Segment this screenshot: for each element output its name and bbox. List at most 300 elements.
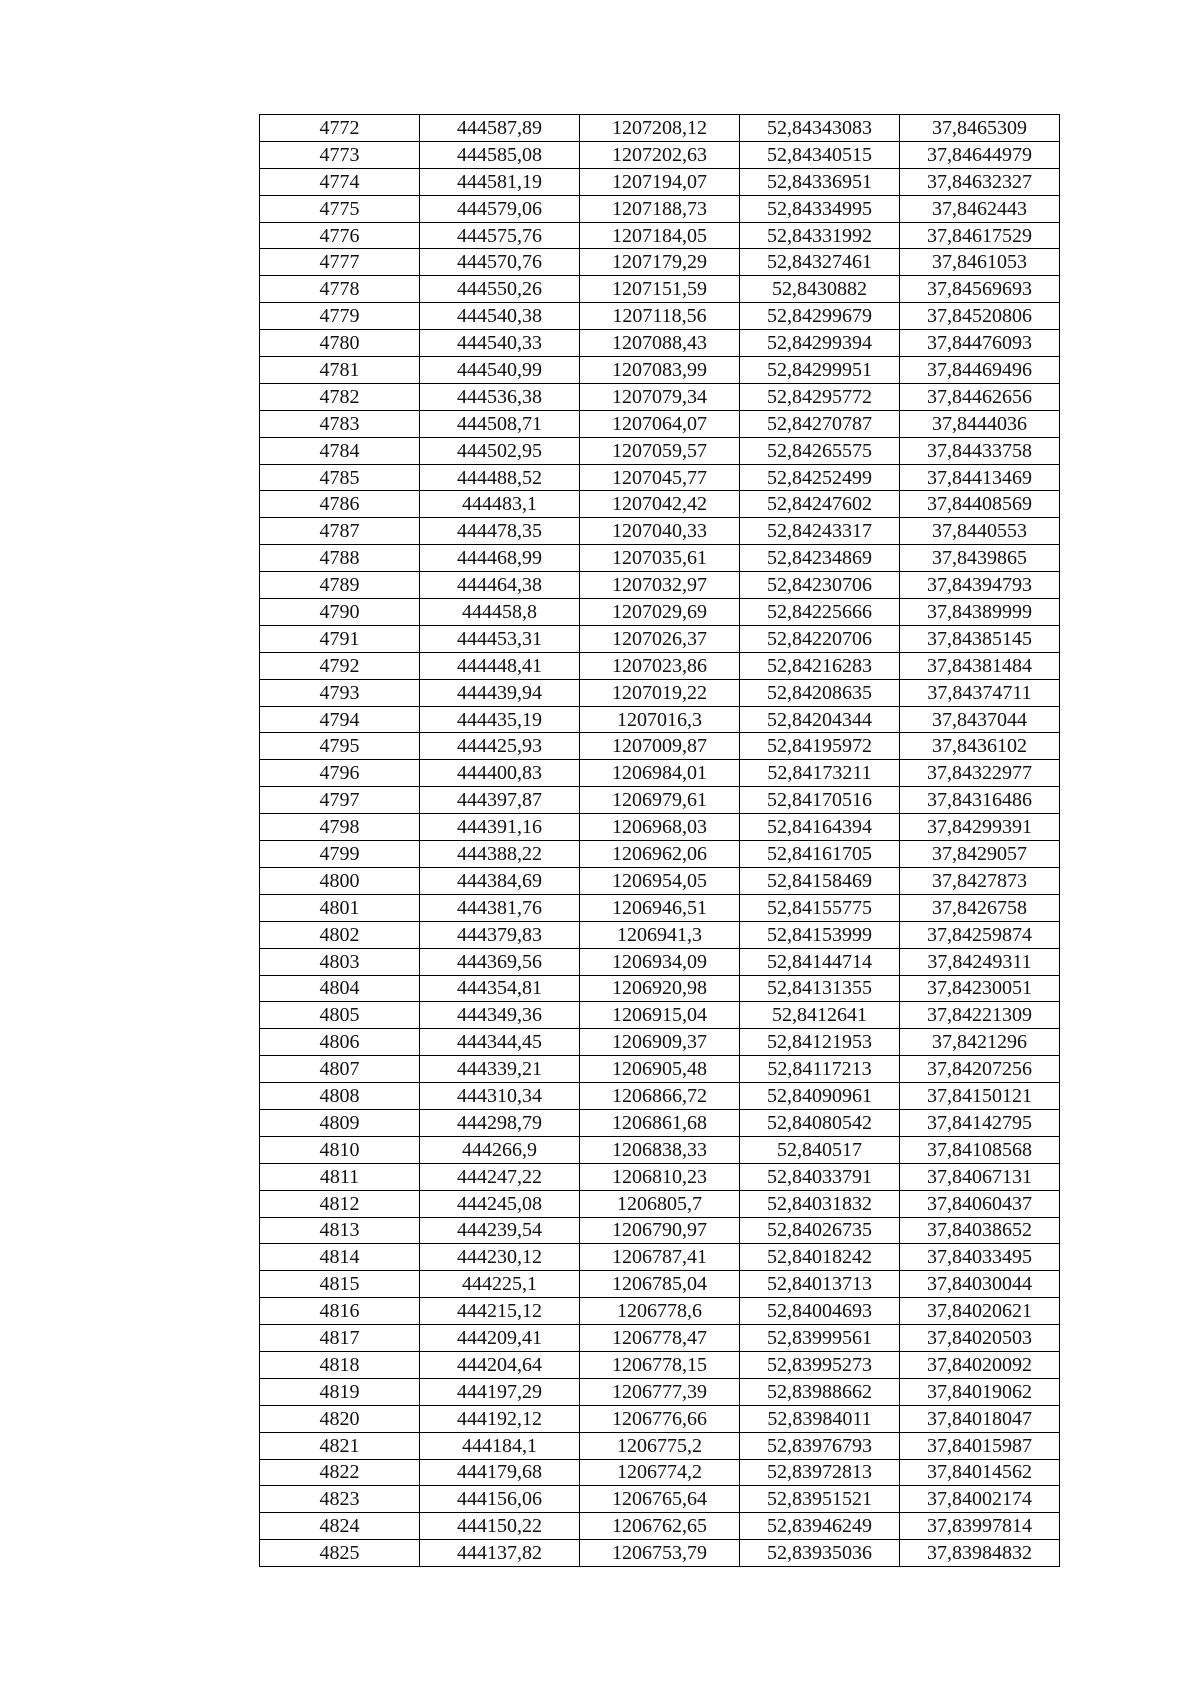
point-number-cell: 4810: [260, 1136, 420, 1163]
longitude-cell: 37,8465309: [900, 115, 1060, 142]
latitude-cell: 52,8430882: [740, 276, 900, 303]
longitude-cell: 37,84322977: [900, 760, 1060, 787]
latitude-cell: 52,84031832: [740, 1190, 900, 1217]
longitude-cell: 37,8439865: [900, 545, 1060, 572]
y-coordinate-cell: 1207040,33: [580, 518, 740, 545]
x-coordinate-cell: 444150,22: [420, 1513, 580, 1540]
longitude-cell: 37,84389999: [900, 599, 1060, 626]
y-coordinate-cell: 1206941,3: [580, 921, 740, 948]
point-number-cell: 4793: [260, 679, 420, 706]
table-row: [260, 652, 1060, 679]
longitude-cell: 37,84150121: [900, 1083, 1060, 1110]
point-number-cell: 4809: [260, 1109, 420, 1136]
point-number-cell: 4818: [260, 1351, 420, 1378]
point-number-cell: 4824: [260, 1513, 420, 1540]
table-row: [260, 330, 1060, 357]
longitude-cell: 37,84413469: [900, 464, 1060, 491]
table-row: [260, 491, 1060, 518]
latitude-cell: 52,84155775: [740, 894, 900, 921]
table-row: [260, 975, 1060, 1002]
point-number-cell: 4773: [260, 141, 420, 168]
x-coordinate-cell: 444540,99: [420, 357, 580, 384]
table-row: [260, 1029, 1060, 1056]
point-number-cell: 4794: [260, 706, 420, 733]
point-number-cell: 4801: [260, 894, 420, 921]
latitude-cell: 52,84220706: [740, 625, 900, 652]
table-row: [260, 679, 1060, 706]
x-coordinate-cell: 444478,35: [420, 518, 580, 545]
x-coordinate-cell: 444197,29: [420, 1378, 580, 1405]
point-number-cell: 4822: [260, 1459, 420, 1486]
point-number-cell: 4808: [260, 1083, 420, 1110]
latitude-cell: 52,840517: [740, 1136, 900, 1163]
table-row: [260, 1271, 1060, 1298]
x-coordinate-cell: 444488,52: [420, 464, 580, 491]
y-coordinate-cell: 1206920,98: [580, 975, 740, 1002]
table-row: [260, 706, 1060, 733]
y-coordinate-cell: 1206909,37: [580, 1029, 740, 1056]
y-coordinate-cell: 1207009,87: [580, 733, 740, 760]
table-row: [260, 410, 1060, 437]
point-number-cell: 4803: [260, 948, 420, 975]
latitude-cell: 52,84195972: [740, 733, 900, 760]
latitude-cell: 52,84173211: [740, 760, 900, 787]
y-coordinate-cell: 1207179,29: [580, 249, 740, 276]
point-number-cell: 4806: [260, 1029, 420, 1056]
longitude-cell: 37,84030044: [900, 1271, 1060, 1298]
y-coordinate-cell: 1207019,22: [580, 679, 740, 706]
longitude-cell: 37,84520806: [900, 303, 1060, 330]
latitude-cell: 52,83976793: [740, 1432, 900, 1459]
latitude-cell: 52,84343083: [740, 115, 900, 142]
y-coordinate-cell: 1206934,09: [580, 948, 740, 975]
latitude-cell: 52,83951521: [740, 1486, 900, 1513]
table-row: [260, 1459, 1060, 1486]
table-row: [260, 760, 1060, 787]
table-row: [260, 249, 1060, 276]
x-coordinate-cell: 444209,41: [420, 1325, 580, 1352]
x-coordinate-cell: 444354,81: [420, 975, 580, 1002]
point-number-cell: 4792: [260, 652, 420, 679]
latitude-cell: 52,84295772: [740, 383, 900, 410]
latitude-cell: 52,84270787: [740, 410, 900, 437]
latitude-cell: 52,84336951: [740, 168, 900, 195]
y-coordinate-cell: 1206810,23: [580, 1163, 740, 1190]
y-coordinate-cell: 1207151,59: [580, 276, 740, 303]
latitude-cell: 52,84204344: [740, 706, 900, 733]
table-row: [260, 841, 1060, 868]
table-row: [260, 814, 1060, 841]
latitude-cell: 52,84216283: [740, 652, 900, 679]
x-coordinate-cell: 444435,19: [420, 706, 580, 733]
latitude-cell: 52,84080542: [740, 1109, 900, 1136]
x-coordinate-cell: 444298,79: [420, 1109, 580, 1136]
y-coordinate-cell: 1206762,65: [580, 1513, 740, 1540]
longitude-cell: 37,84644979: [900, 141, 1060, 168]
table-row: [260, 141, 1060, 168]
table-row: [260, 195, 1060, 222]
y-coordinate-cell: 1206778,47: [580, 1325, 740, 1352]
table-row: [260, 948, 1060, 975]
latitude-cell: 52,84299394: [740, 330, 900, 357]
point-number-cell: 4777: [260, 249, 420, 276]
x-coordinate-cell: 444587,89: [420, 115, 580, 142]
longitude-cell: 37,84108568: [900, 1136, 1060, 1163]
point-number-cell: 4816: [260, 1298, 420, 1325]
latitude-cell: 52,84004693: [740, 1298, 900, 1325]
x-coordinate-cell: 444225,1: [420, 1271, 580, 1298]
y-coordinate-cell: 1206984,01: [580, 760, 740, 787]
x-coordinate-cell: 444266,9: [420, 1136, 580, 1163]
x-coordinate-cell: 444344,45: [420, 1029, 580, 1056]
point-number-cell: 4796: [260, 760, 420, 787]
y-coordinate-cell: 1206861,68: [580, 1109, 740, 1136]
y-coordinate-cell: 1207064,07: [580, 410, 740, 437]
y-coordinate-cell: 1206775,2: [580, 1432, 740, 1459]
table-row: [260, 1217, 1060, 1244]
point-number-cell: 4825: [260, 1540, 420, 1567]
y-coordinate-cell: 1207059,57: [580, 437, 740, 464]
table-row: [260, 1109, 1060, 1136]
longitude-cell: 37,84385145: [900, 625, 1060, 652]
x-coordinate-cell: 444239,54: [420, 1217, 580, 1244]
longitude-cell: 37,8421296: [900, 1029, 1060, 1056]
x-coordinate-cell: 444540,38: [420, 303, 580, 330]
point-number-cell: 4812: [260, 1190, 420, 1217]
y-coordinate-cell: 1207026,37: [580, 625, 740, 652]
table-row: [260, 1163, 1060, 1190]
point-number-cell: 4789: [260, 572, 420, 599]
table-row: [260, 222, 1060, 249]
y-coordinate-cell: 1207035,61: [580, 545, 740, 572]
latitude-cell: 52,83995273: [740, 1351, 900, 1378]
x-coordinate-cell: 444184,1: [420, 1432, 580, 1459]
table-row: [260, 115, 1060, 142]
y-coordinate-cell: 1207088,43: [580, 330, 740, 357]
y-coordinate-cell: 1207029,69: [580, 599, 740, 626]
y-coordinate-cell: 1207202,63: [580, 141, 740, 168]
point-number-cell: 4784: [260, 437, 420, 464]
table-row: [260, 1298, 1060, 1325]
longitude-cell: 37,8436102: [900, 733, 1060, 760]
y-coordinate-cell: 1206785,04: [580, 1271, 740, 1298]
latitude-cell: 52,84334995: [740, 195, 900, 222]
point-number-cell: 4797: [260, 787, 420, 814]
x-coordinate-cell: 444245,08: [420, 1190, 580, 1217]
latitude-cell: 52,84327461: [740, 249, 900, 276]
x-coordinate-cell: 444458,8: [420, 599, 580, 626]
longitude-cell: 37,84469496: [900, 357, 1060, 384]
point-number-cell: 4781: [260, 357, 420, 384]
table-row: [260, 625, 1060, 652]
latitude-cell: 52,84121953: [740, 1029, 900, 1056]
longitude-cell: 37,84019062: [900, 1378, 1060, 1405]
longitude-cell: 37,8429057: [900, 841, 1060, 868]
table-row: [260, 1244, 1060, 1271]
latitude-cell: 52,84018242: [740, 1244, 900, 1271]
table-row: [260, 1513, 1060, 1540]
longitude-cell: 37,8437044: [900, 706, 1060, 733]
longitude-cell: 37,84249311: [900, 948, 1060, 975]
y-coordinate-cell: 1207042,42: [580, 491, 740, 518]
point-number-cell: 4798: [260, 814, 420, 841]
x-coordinate-cell: 444502,95: [420, 437, 580, 464]
x-coordinate-cell: 444381,76: [420, 894, 580, 921]
table-row: [260, 1540, 1060, 1567]
latitude-cell: 52,84230706: [740, 572, 900, 599]
latitude-cell: 52,84225666: [740, 599, 900, 626]
y-coordinate-cell: 1206905,48: [580, 1056, 740, 1083]
longitude-cell: 37,8461053: [900, 249, 1060, 276]
y-coordinate-cell: 1206805,7: [580, 1190, 740, 1217]
y-coordinate-cell: 1206778,6: [580, 1298, 740, 1325]
longitude-cell: 37,84433758: [900, 437, 1060, 464]
latitude-cell: 52,84026735: [740, 1217, 900, 1244]
latitude-cell: 52,84247602: [740, 491, 900, 518]
x-coordinate-cell: 444575,76: [420, 222, 580, 249]
y-coordinate-cell: 1207016,3: [580, 706, 740, 733]
y-coordinate-cell: 1206954,05: [580, 867, 740, 894]
y-coordinate-cell: 1207184,05: [580, 222, 740, 249]
table-row: [260, 518, 1060, 545]
table-row: [260, 357, 1060, 384]
longitude-cell: 37,84020503: [900, 1325, 1060, 1352]
y-coordinate-cell: 1207079,34: [580, 383, 740, 410]
table-row: [260, 1056, 1060, 1083]
point-number-cell: 4811: [260, 1163, 420, 1190]
coordinates-table: [259, 114, 1060, 1567]
point-number-cell: 4814: [260, 1244, 420, 1271]
x-coordinate-cell: 444585,08: [420, 141, 580, 168]
longitude-cell: 37,84033495: [900, 1244, 1060, 1271]
x-coordinate-cell: 444215,12: [420, 1298, 580, 1325]
table-row: [260, 383, 1060, 410]
table-row: [260, 867, 1060, 894]
point-number-cell: 4776: [260, 222, 420, 249]
latitude-cell: 52,84161705: [740, 841, 900, 868]
x-coordinate-cell: 444137,82: [420, 1540, 580, 1567]
table-row: [260, 921, 1060, 948]
x-coordinate-cell: 444230,12: [420, 1244, 580, 1271]
longitude-cell: 37,84020092: [900, 1351, 1060, 1378]
table-row: [260, 1432, 1060, 1459]
x-coordinate-cell: 444349,36: [420, 1002, 580, 1029]
point-number-cell: 4783: [260, 410, 420, 437]
y-coordinate-cell: 1206962,06: [580, 841, 740, 868]
longitude-cell: 37,84142795: [900, 1109, 1060, 1136]
latitude-cell: 52,84090961: [740, 1083, 900, 1110]
x-coordinate-cell: 444384,69: [420, 867, 580, 894]
longitude-cell: 37,84060437: [900, 1190, 1060, 1217]
x-coordinate-cell: 444508,71: [420, 410, 580, 437]
point-number-cell: 4820: [260, 1405, 420, 1432]
longitude-cell: 37,84462656: [900, 383, 1060, 410]
longitude-cell: 37,84299391: [900, 814, 1060, 841]
point-number-cell: 4795: [260, 733, 420, 760]
point-number-cell: 4791: [260, 625, 420, 652]
latitude-cell: 52,84243317: [740, 518, 900, 545]
x-coordinate-cell: 444391,16: [420, 814, 580, 841]
latitude-cell: 52,83972813: [740, 1459, 900, 1486]
point-number-cell: 4815: [260, 1271, 420, 1298]
table-row: [260, 1351, 1060, 1378]
longitude-cell: 37,8444036: [900, 410, 1060, 437]
y-coordinate-cell: 1207188,73: [580, 195, 740, 222]
y-coordinate-cell: 1206790,97: [580, 1217, 740, 1244]
point-number-cell: 4807: [260, 1056, 420, 1083]
point-number-cell: 4817: [260, 1325, 420, 1352]
point-number-cell: 4790: [260, 599, 420, 626]
longitude-cell: 37,8426758: [900, 894, 1060, 921]
point-number-cell: 4823: [260, 1486, 420, 1513]
longitude-cell: 37,84259874: [900, 921, 1060, 948]
x-coordinate-cell: 444550,26: [420, 276, 580, 303]
point-number-cell: 4802: [260, 921, 420, 948]
x-coordinate-cell: 444570,76: [420, 249, 580, 276]
table-row: [260, 1190, 1060, 1217]
table-row: [260, 1378, 1060, 1405]
point-number-cell: 4813: [260, 1217, 420, 1244]
longitude-cell: 37,84015987: [900, 1432, 1060, 1459]
x-coordinate-cell: 444369,56: [420, 948, 580, 975]
latitude-cell: 52,84170516: [740, 787, 900, 814]
longitude-cell: 37,84207256: [900, 1056, 1060, 1083]
y-coordinate-cell: 1206787,41: [580, 1244, 740, 1271]
table-row: [260, 787, 1060, 814]
latitude-cell: 52,84013713: [740, 1271, 900, 1298]
y-coordinate-cell: 1206753,79: [580, 1540, 740, 1567]
longitude-cell: 37,84221309: [900, 1002, 1060, 1029]
table-row: [260, 894, 1060, 921]
point-number-cell: 4799: [260, 841, 420, 868]
x-coordinate-cell: 444439,94: [420, 679, 580, 706]
y-coordinate-cell: 1206765,64: [580, 1486, 740, 1513]
latitude-cell: 52,84164394: [740, 814, 900, 841]
x-coordinate-cell: 444468,99: [420, 545, 580, 572]
point-number-cell: 4780: [260, 330, 420, 357]
point-number-cell: 4805: [260, 1002, 420, 1029]
table-row: [260, 1083, 1060, 1110]
y-coordinate-cell: 1207045,77: [580, 464, 740, 491]
y-coordinate-cell: 1207208,12: [580, 115, 740, 142]
point-number-cell: 4804: [260, 975, 420, 1002]
y-coordinate-cell: 1206777,39: [580, 1378, 740, 1405]
point-number-cell: 4786: [260, 491, 420, 518]
point-number-cell: 4819: [260, 1378, 420, 1405]
y-coordinate-cell: 1206866,72: [580, 1083, 740, 1110]
longitude-cell: 37,8427873: [900, 867, 1060, 894]
table-row: [260, 1405, 1060, 1432]
x-coordinate-cell: 444453,31: [420, 625, 580, 652]
y-coordinate-cell: 1207194,07: [580, 168, 740, 195]
x-coordinate-cell: 444536,38: [420, 383, 580, 410]
latitude-cell: 52,83946249: [740, 1513, 900, 1540]
table-row: [260, 572, 1060, 599]
longitude-cell: 37,84476093: [900, 330, 1060, 357]
coordinates-table-body: [260, 115, 1060, 1567]
longitude-cell: 37,84617529: [900, 222, 1060, 249]
latitude-cell: 52,84340515: [740, 141, 900, 168]
latitude-cell: 52,84158469: [740, 867, 900, 894]
longitude-cell: 37,8440553: [900, 518, 1060, 545]
latitude-cell: 52,83999561: [740, 1325, 900, 1352]
longitude-cell: 37,84374711: [900, 679, 1060, 706]
x-coordinate-cell: 444397,87: [420, 787, 580, 814]
point-number-cell: 4800: [260, 867, 420, 894]
longitude-cell: 37,84002174: [900, 1486, 1060, 1513]
longitude-cell: 37,84038652: [900, 1217, 1060, 1244]
y-coordinate-cell: 1207083,99: [580, 357, 740, 384]
x-coordinate-cell: 444379,83: [420, 921, 580, 948]
latitude-cell: 52,84208635: [740, 679, 900, 706]
x-coordinate-cell: 444339,21: [420, 1056, 580, 1083]
point-number-cell: 4779: [260, 303, 420, 330]
point-number-cell: 4782: [260, 383, 420, 410]
longitude-cell: 37,84632327: [900, 168, 1060, 195]
latitude-cell: 52,84153999: [740, 921, 900, 948]
point-number-cell: 4778: [260, 276, 420, 303]
table-row: [260, 1136, 1060, 1163]
point-number-cell: 4774: [260, 168, 420, 195]
point-number-cell: 4775: [260, 195, 420, 222]
x-coordinate-cell: 444579,06: [420, 195, 580, 222]
x-coordinate-cell: 444310,34: [420, 1083, 580, 1110]
latitude-cell: 52,84252499: [740, 464, 900, 491]
latitude-cell: 52,84331992: [740, 222, 900, 249]
x-coordinate-cell: 444156,06: [420, 1486, 580, 1513]
latitude-cell: 52,8412641: [740, 1002, 900, 1029]
longitude-cell: 37,8462443: [900, 195, 1060, 222]
table-row: [260, 464, 1060, 491]
point-number-cell: 4788: [260, 545, 420, 572]
table-row: [260, 1486, 1060, 1513]
point-number-cell: 4821: [260, 1432, 420, 1459]
longitude-cell: 37,84394793: [900, 572, 1060, 599]
x-coordinate-cell: 444179,68: [420, 1459, 580, 1486]
point-number-cell: 4787: [260, 518, 420, 545]
x-coordinate-cell: 444483,1: [420, 491, 580, 518]
y-coordinate-cell: 1206979,61: [580, 787, 740, 814]
longitude-cell: 37,84067131: [900, 1163, 1060, 1190]
y-coordinate-cell: 1206946,51: [580, 894, 740, 921]
table-row: [260, 545, 1060, 572]
latitude-cell: 52,84117213: [740, 1056, 900, 1083]
latitude-cell: 52,83935036: [740, 1540, 900, 1567]
longitude-cell: 37,84569693: [900, 276, 1060, 303]
latitude-cell: 52,84234869: [740, 545, 900, 572]
longitude-cell: 37,84316486: [900, 787, 1060, 814]
y-coordinate-cell: 1206774,2: [580, 1459, 740, 1486]
y-coordinate-cell: 1207032,97: [580, 572, 740, 599]
x-coordinate-cell: 444448,41: [420, 652, 580, 679]
latitude-cell: 52,83984011: [740, 1405, 900, 1432]
point-number-cell: 4772: [260, 115, 420, 142]
table-row: [260, 276, 1060, 303]
latitude-cell: 52,84033791: [740, 1163, 900, 1190]
table-row: [260, 1002, 1060, 1029]
x-coordinate-cell: 444464,38: [420, 572, 580, 599]
table-row: [260, 303, 1060, 330]
y-coordinate-cell: 1206838,33: [580, 1136, 740, 1163]
y-coordinate-cell: 1206968,03: [580, 814, 740, 841]
y-coordinate-cell: 1206778,15: [580, 1351, 740, 1378]
longitude-cell: 37,84408569: [900, 491, 1060, 518]
table-row: [260, 168, 1060, 195]
latitude-cell: 52,83988662: [740, 1378, 900, 1405]
table-row: [260, 437, 1060, 464]
table-row: [260, 1325, 1060, 1352]
point-number-cell: 4785: [260, 464, 420, 491]
